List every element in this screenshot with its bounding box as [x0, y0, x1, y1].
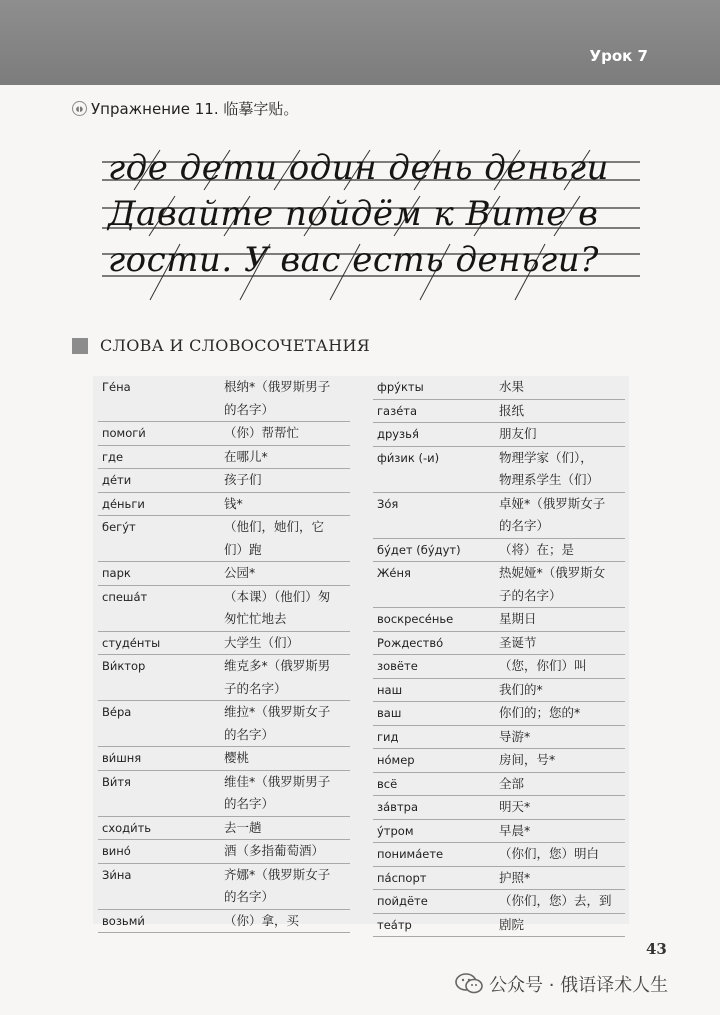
- vocab-translation-line: 星期日: [499, 611, 537, 626]
- vocab-row: [98, 446, 350, 470]
- vocab-translation-line: 全部: [499, 775, 525, 791]
- wechat-icon: [455, 973, 483, 995]
- vocab-translation: [499, 679, 625, 702]
- vocab-word: гид: [377, 729, 399, 744]
- vocab-word: Ге́на: [102, 380, 131, 394]
- vocab-translation-line: 公园*: [224, 565, 256, 580]
- vocab-translation-line: 子的名字）: [224, 680, 287, 696]
- vocab-row: [373, 890, 625, 914]
- vocab-translation-line: 的名字）: [224, 726, 275, 742]
- vocab-translation: [499, 493, 625, 538]
- vocabulary-column-right: [373, 376, 625, 937]
- vocab-translation: [224, 655, 350, 700]
- vocab-word: теа́тр: [377, 917, 412, 932]
- vocab-translation: [224, 701, 350, 746]
- vocab-translation: [499, 376, 625, 399]
- vocab-translation-line: 房间，号*: [499, 752, 556, 767]
- watermark-text: 公众号 · 俄语译术人生: [489, 975, 669, 996]
- vocab-word: сходи́ть: [102, 820, 152, 835]
- vocab-row: [373, 655, 625, 679]
- vocab-translation-line: 朋友们: [499, 426, 537, 441]
- vocab-row: [98, 655, 350, 701]
- vocab-row: [373, 608, 625, 632]
- vocab-row: [98, 747, 350, 771]
- vocab-translation-line: 维克多*（俄罗斯男: [224, 658, 331, 673]
- vocab-translation-line: 钱*: [224, 495, 243, 511]
- vocab-word: ваш: [377, 706, 402, 720]
- vocab-word: но́мер: [377, 753, 415, 767]
- vocab-translation: [499, 447, 625, 492]
- vocab-row: [98, 586, 350, 632]
- vocab-translation-line: 维佳*（俄罗斯男子: [224, 773, 331, 789]
- vocab-row: [373, 726, 625, 750]
- vocab-translation-line: 我们的*: [499, 681, 543, 697]
- vocab-translation: [224, 493, 350, 516]
- section-title: СЛОВА И СЛОВОСОЧЕТАНИЯ: [100, 336, 370, 355]
- section-heading: [72, 336, 370, 355]
- vocab-translation-line: 的名字）: [224, 889, 275, 904]
- vocab-translation: [224, 446, 350, 469]
- vocab-word: па́спорт: [377, 870, 427, 885]
- vocab-translation-line: 樱桃: [224, 750, 250, 765]
- vocab-translation-line: 水果: [499, 379, 525, 394]
- exercise-heading: [72, 98, 298, 119]
- vocab-translation-line: 明天*: [499, 799, 531, 814]
- vocab-row: [98, 632, 350, 656]
- vocab-row: [98, 516, 350, 562]
- vocab-word: за́втра: [377, 800, 418, 814]
- vocab-row: [98, 864, 350, 910]
- vocab-translation-line: 的名字）: [224, 401, 275, 417]
- vocab-translation-line: 物理系学生（们）: [499, 472, 600, 487]
- vocab-word: фи́зик (-и): [377, 450, 440, 465]
- vocab-word: у́тром: [377, 823, 414, 838]
- vocab-translation: [224, 586, 350, 631]
- vocab-translation: [499, 562, 625, 607]
- vocab-row: [373, 376, 625, 400]
- vocab-translation: [224, 516, 350, 561]
- vocab-row: [373, 749, 625, 773]
- watermark: [455, 971, 668, 997]
- vocab-translation-line: 维拉*（俄罗斯女子: [224, 704, 331, 719]
- vocab-translation: [224, 422, 350, 445]
- vocab-translation-line: 匆忙忙地去: [224, 611, 287, 626]
- vocab-translation: [224, 376, 350, 421]
- vocab-translation: [499, 843, 625, 866]
- vocab-row: [98, 701, 350, 747]
- vocab-translation-line: 齐娜*（俄罗斯女子: [224, 866, 331, 882]
- vocab-translation: [499, 726, 625, 749]
- vocab-word: Же́ня: [377, 566, 411, 580]
- vocab-translation: [224, 864, 350, 909]
- vocab-translation-line: （你）拿，买: [224, 912, 300, 928]
- vocab-word: бегу́т: [102, 520, 136, 534]
- vocab-translation-line: 们）跑: [224, 541, 262, 557]
- vocab-translation: [499, 539, 625, 562]
- vocab-word: Ви́ктор: [102, 659, 146, 673]
- vocab-translation: [499, 914, 625, 937]
- exercise-title: Упражнение 11. 临摹字贴。: [91, 100, 299, 118]
- vocab-row: [373, 493, 625, 539]
- vocab-word: воскресе́нье: [377, 612, 454, 626]
- vocab-row: [98, 910, 350, 934]
- vocab-word: спеша́т: [102, 589, 148, 604]
- vocab-translation: [224, 747, 350, 770]
- vocab-word: Зи́на: [102, 867, 132, 882]
- vocab-translation: [499, 867, 625, 890]
- vocab-row: [373, 867, 625, 891]
- vocab-translation: [224, 632, 350, 655]
- vocab-row: [373, 773, 625, 797]
- vocab-translation-line: 圣诞节: [499, 634, 537, 650]
- vocab-row: [98, 840, 350, 864]
- vocab-translation: [224, 771, 350, 816]
- vocab-translation-line: 热妮娅*（俄罗斯女: [499, 565, 606, 580]
- vocab-word: парк: [102, 566, 131, 580]
- vocab-translation: [499, 608, 625, 631]
- cursive-line-3: гости. У вас есть деньги?: [108, 240, 599, 280]
- vocab-translation: [499, 655, 625, 678]
- vocab-translation: [499, 423, 625, 446]
- vocab-row: [98, 422, 350, 446]
- lesson-label: Урок 7: [589, 47, 648, 65]
- vocab-translation-line: （本课）（他们）匆: [224, 588, 331, 604]
- vocab-row: [373, 702, 625, 726]
- vocab-row: [373, 539, 625, 563]
- vocab-word: газе́та: [377, 403, 418, 418]
- vocab-translation-line: 孩子们: [224, 472, 262, 487]
- vocab-word: понима́ете: [377, 847, 444, 861]
- vocab-translation-line: 根纳*（俄罗斯男子: [224, 379, 331, 394]
- vocab-row: [98, 493, 350, 517]
- vocab-translation: [224, 817, 350, 840]
- vocab-translation-line: 子的名字）: [499, 587, 562, 603]
- vocab-word: друзья́: [377, 427, 419, 441]
- vocab-word: Рождество́: [377, 635, 444, 650]
- vocab-word: помоги́: [102, 426, 146, 440]
- vocab-row: [373, 423, 625, 447]
- vocab-translation: [224, 840, 350, 863]
- vocab-row: [98, 376, 350, 422]
- cursive-line-1: где дети один день деньги: [108, 148, 609, 188]
- vocab-translation-line: （你们，您）明白: [499, 846, 600, 861]
- vocab-word: фру́кты: [377, 380, 424, 394]
- vocab-translation-line: 的名字）: [224, 796, 275, 811]
- vocab-translation: [499, 796, 625, 819]
- vocab-row: [98, 562, 350, 586]
- vocab-translation: [224, 562, 350, 585]
- vocab-word: де́ти: [102, 473, 132, 487]
- vocab-word: наш: [377, 682, 403, 697]
- page-number: 43: [646, 940, 667, 958]
- vocab-translation: [499, 773, 625, 796]
- vocab-translation: [499, 702, 625, 725]
- vocab-translation-line: 在哪儿*: [224, 448, 268, 464]
- vocab-row: [373, 679, 625, 703]
- vocab-translation-line: 卓娅*（俄罗斯女子: [499, 495, 606, 511]
- vocab-translation-line: 物理学家（们），: [499, 449, 593, 465]
- vocab-translation-line: 护照*: [499, 869, 531, 885]
- vocab-row: [373, 632, 625, 656]
- vocab-translation-line: （您，你们）叫: [499, 658, 587, 673]
- vocab-word: Ви́тя: [102, 774, 131, 789]
- vocab-translation-line: 导游*: [499, 728, 531, 744]
- vocab-translation-line: 你们的；您的*: [499, 705, 581, 720]
- vocab-translation: [499, 400, 625, 423]
- vocab-word: Зо́я: [377, 496, 399, 511]
- vocab-translation-line: 报纸: [499, 402, 525, 418]
- vocab-translation-line: （将）在；是: [499, 541, 575, 557]
- cursive-line-2: Давайте пойдём к Вите в: [108, 194, 599, 234]
- vocab-word: где: [102, 449, 124, 464]
- vocab-word: вино́: [102, 844, 131, 858]
- vocab-word: возьми́: [102, 913, 145, 928]
- vocab-translation-line: 去一趟: [224, 819, 262, 835]
- cursive-copybook: [0, 140, 720, 310]
- vocab-translation-line: 的名字）: [499, 518, 550, 533]
- vocab-row: [98, 771, 350, 817]
- lesson-header-bar: [0, 0, 720, 85]
- vocab-word: зовёте: [377, 659, 418, 673]
- vocab-translation-line: 大学生（们）: [224, 634, 300, 650]
- vocab-translation-line: （他们，她们，它: [224, 519, 325, 534]
- vocab-translation-line: （你们，您）去，到: [499, 893, 612, 908]
- vocab-translation-line: 剧院: [499, 916, 525, 932]
- vocab-row: [373, 447, 625, 493]
- vocab-word: пойдёте: [377, 894, 428, 908]
- vocab-row: [373, 400, 625, 424]
- vocab-translation: [499, 749, 625, 772]
- vocab-translation: [499, 820, 625, 843]
- vocabulary-column-left: [98, 376, 350, 933]
- vocab-row: [373, 796, 625, 820]
- vocab-translation-line: 酒（多指葡萄酒）: [224, 843, 325, 858]
- audio-icon: ◖◗: [72, 101, 87, 116]
- section-square-icon: [72, 338, 88, 354]
- vocab-row: [98, 817, 350, 841]
- vocab-translation: [224, 469, 350, 492]
- vocab-row: [373, 562, 625, 608]
- vocab-word: Ве́ра: [102, 705, 132, 719]
- vocab-translation: [224, 910, 350, 933]
- vocab-row: [373, 843, 625, 867]
- vocab-translation-line: （你）帮帮忙: [224, 425, 300, 440]
- vocab-row: [373, 820, 625, 844]
- vocab-row: [98, 469, 350, 493]
- vocab-translation: [499, 632, 625, 655]
- vocab-translation: [499, 890, 625, 913]
- vocab-translation-line: 早晨*: [499, 822, 531, 838]
- vocab-word: ви́шня: [102, 751, 142, 765]
- vocab-word: студе́нты: [102, 635, 161, 650]
- vocab-word: де́ньги: [102, 496, 145, 511]
- vocab-row: [373, 914, 625, 938]
- vocab-word: бу́дет (бу́дут): [377, 542, 461, 557]
- vocab-word: всё: [377, 776, 398, 791]
